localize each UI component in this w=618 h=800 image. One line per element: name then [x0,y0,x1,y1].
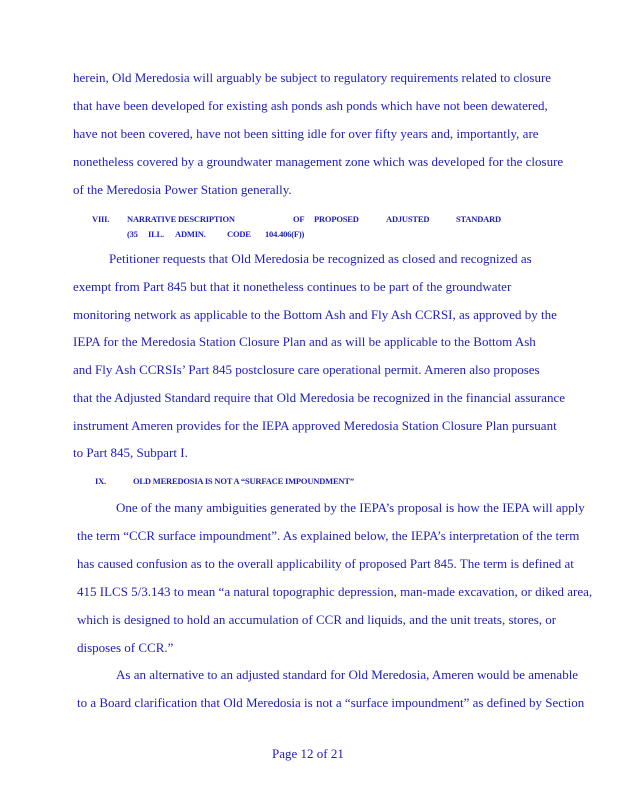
heading-word: 104.406(F)) [265,229,305,239]
body-line: disposes of CCR.” [77,640,174,655]
heading-word: CODE [227,229,251,239]
heading-number: IX. [95,476,106,486]
heading-number: VIII. [92,214,110,224]
body-line: of the Meredosia Power Station generally. [73,182,292,197]
body-line: herein, Old Meredosia will arguably be subject to regulatory requirements related to closure [73,70,552,85]
body-line: exempt from Part 845 but that it nonetheless continues to be part of the groundwater [73,279,512,294]
heading-text: OLD MEREDOSIA IS NOT A “SURFACE IMPOUNDMENT” [133,476,354,486]
body-line: One of the many ambiguities generated by the IEPA’s proposal is how the IEPA will apply [116,500,585,515]
heading-word: NARRATIVE DESCRIPTION [127,214,235,224]
body-line: have not been covered, have not been sitting idle for over fifty years and, importantly, are [73,126,539,141]
body-line: IEPA for the Meredosia Station Closure Plan and as will be applicable to the Bottom Ash [73,334,536,349]
body-line: the term “CCR surface impoundment”. As explained below, the IEPA’s interpretation of the term [77,528,580,543]
body-line: and Fly Ash CCRSIs’ Part 845 postclosure care operational permit. Ameren also proposes [73,362,540,377]
heading-word: ILL. [148,229,164,239]
heading-word: PROPOSED [314,214,359,224]
body-line: 415 ILCS 5/3.143 to mean “a natural topographic depression, man-made excavation, or diked area, [77,584,593,599]
body-line: which is designed to hold an accumulation of CCR and liquids, and the unit treats, stores, or [77,612,557,627]
heading-word: ADMIN. [175,229,206,239]
body-line: Petitioner requests that Old Meredosia be recognized as closed and recognized as [109,251,532,266]
heading-word: (35 [127,229,138,239]
body-line: has caused confusion as to the overall applicability of proposed Part 845. The term is defined at [77,556,574,571]
page-number: Page 12 of 21 [272,746,344,761]
body-line: nonetheless covered by a groundwater management zone which was developed for the closure [73,154,564,169]
heading-word: OF [293,214,305,224]
body-line: instrument Ameren provides for the IEPA approved Meredosia Station Closure Plan pursuant [73,418,557,433]
body-line: monitoring network as applicable to the Bottom Ash and Fly Ash CCRSI, as approved by the [73,307,557,322]
heading-word: STANDARD [456,214,501,224]
body-line: that the Adjusted Standard require that Old Meredosia be recognized in the financial assurance [73,390,566,405]
body-line: to a Board clarification that Old Meredosia is not a “surface impoundment” as defined by Section [77,695,585,710]
body-line: As an alternative to an adjusted standard for Old Meredosia, Ameren would be amenable [116,667,579,682]
body-line: that have been developed for existing ash ponds ash ponds which have not been dewatered, [73,98,548,113]
heading-word: ADJUSTED [386,214,430,224]
body-line: to Part 845, Subpart I. [73,445,188,460]
